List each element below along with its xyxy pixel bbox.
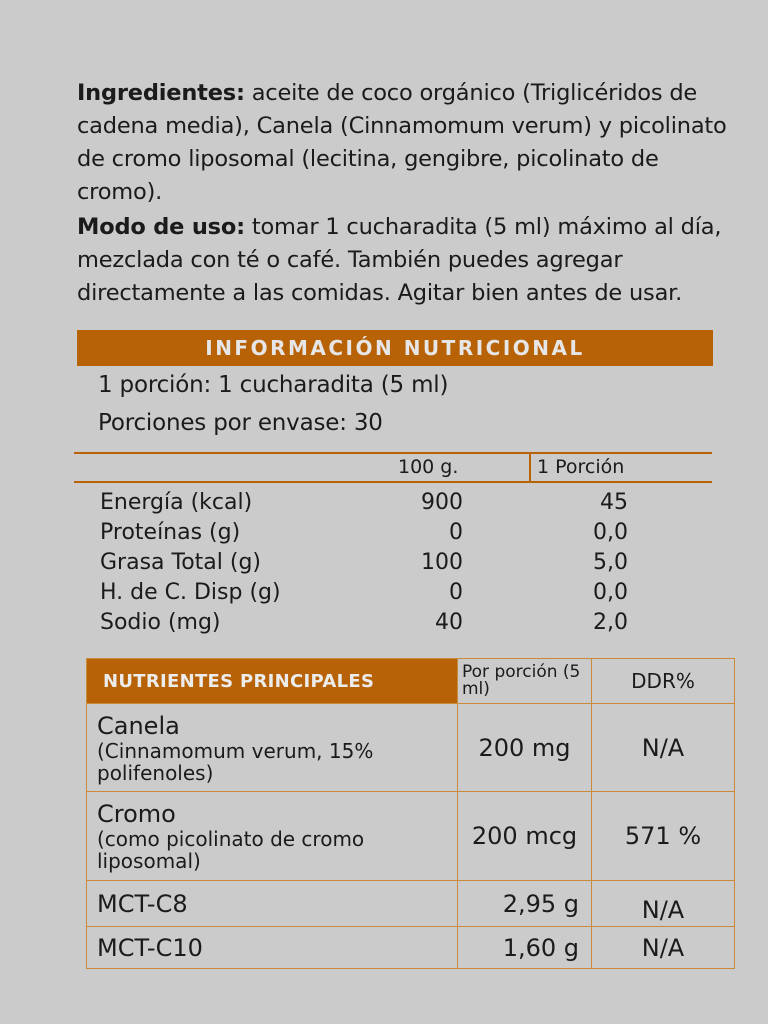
nutrition-row-label: Sodio (mg) <box>100 610 221 635</box>
nutrition-row <box>100 490 640 520</box>
nutrition-row <box>100 610 640 640</box>
nutrition-row-label: Energía (kcal) <box>100 490 253 515</box>
nutrient-ddr: N/A <box>592 704 735 792</box>
nutrition-row-portion: 2,0 <box>593 610 628 635</box>
nutrients-header-row <box>87 659 735 704</box>
nutrition-row-per100: 0 <box>449 580 463 605</box>
table-row <box>87 792 735 881</box>
column-divider <box>529 452 531 483</box>
nutrition-row-label: H. de C. Disp (g) <box>100 580 281 605</box>
divider-bottom <box>74 481 712 483</box>
nutrient-name: Cromo <box>97 800 176 828</box>
nutrition-row-label: Proteínas (g) <box>100 520 241 545</box>
table-row <box>87 881 735 927</box>
nutrition-row-per100: 900 <box>421 490 463 515</box>
nutrition-row-per100: 0 <box>449 520 463 545</box>
nutrient-ddr: N/A <box>592 927 735 969</box>
nutrient-name: MCT-C10 <box>97 933 203 962</box>
nutrient-ddr: N/A <box>592 881 735 927</box>
nutrition-row-portion: 0,0 <box>593 520 628 545</box>
nutrition-row-per100: 40 <box>435 610 463 635</box>
nutrient-ddr: 571 % <box>592 792 735 881</box>
nutrient-name: MCT-C8 <box>97 889 188 918</box>
nutrient-detail: (como picolinato de cromo liposomal) <box>97 827 365 873</box>
nutrients-table <box>86 658 735 969</box>
nutrition-row <box>100 580 640 610</box>
ingredients-paragraph <box>77 77 747 209</box>
col-header-portion: 1 Porción <box>537 456 625 478</box>
nutrient-amount: 200 mcg <box>458 792 592 881</box>
nutrition-row-portion: 45 <box>600 490 628 515</box>
table-row <box>87 704 735 792</box>
nutrition-row-per100: 100 <box>421 550 463 575</box>
nutrition-row <box>100 550 640 580</box>
nutrition-row-label: Grasa Total (g) <box>100 550 262 575</box>
nutrition-row <box>100 520 640 550</box>
nutrients-header-portion: Por porción (5 ml) <box>458 659 592 704</box>
usage-label: Modo de uso: <box>77 214 245 240</box>
nutrition-row-portion: 5,0 <box>593 550 628 575</box>
nutrition-title: INFORMACIÓN NUTRICIONAL <box>77 330 713 366</box>
servings-per-container: Porciones por envase: 30 <box>98 410 383 436</box>
nutrient-name-cell <box>87 792 458 881</box>
nutrients-header-ddr: DDR% <box>592 659 735 704</box>
nutrient-amount: 200 mg <box>458 704 592 792</box>
serving-size: 1 porción: 1 cucharadita (5 ml) <box>98 372 449 398</box>
usage-paragraph <box>77 211 747 310</box>
ingredients-label: Ingredientes: <box>77 80 245 106</box>
nutrients-header-title: NUTRIENTES PRINCIPALES <box>87 659 458 704</box>
nutrition-row-portion: 0,0 <box>593 580 628 605</box>
table-row <box>87 927 735 969</box>
nutrient-amount: 2,95 g <box>458 881 592 927</box>
nutrient-name-cell <box>87 704 458 792</box>
nutrient-name-cell <box>87 881 458 927</box>
usage-text: tomar 1 cucharadita (5 ml) máximo al día, mezclada con té o café. También puedes agregar directamente a las comidas. Agitar bien antes de usar. <box>77 214 722 306</box>
ingredients-text: aceite de coco orgánico (Triglicéridos de cadena media), Canela (Cinnamomum verum) y picolinato de cromo liposomal (lecitina, gengibre, picolinato de cromo). <box>77 80 727 205</box>
nutrient-amount: 1,60 g <box>458 927 592 969</box>
nutrient-detail: (Cinnamomum verum, 15% polifenoles) <box>97 738 374 785</box>
divider-top <box>74 452 712 454</box>
nutrient-name-cell <box>87 927 458 969</box>
col-header-100g: 100 g. <box>398 456 459 478</box>
nutrient-name: Canela <box>97 711 180 740</box>
